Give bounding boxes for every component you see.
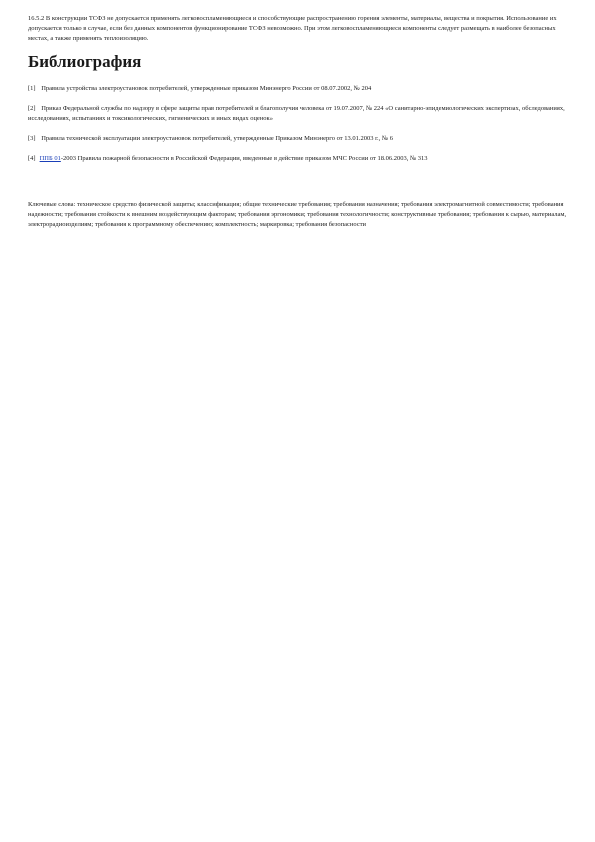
bibliography-item-4 xyxy=(28,154,568,164)
intro-paragraph: 16.5.2 В конструкции ТСФЗ не допускается применять легковоспламеняющиеся и способствующие распространению горения элементы, материалы, вещества и покрытия. Использование их допускается только в случае, если без данных компонентов функционирование ТСФЗ невозможно. При этом легковоспламеняющиеся компоненты следует размещать в наиболее безопасных местах, а также применять теплоизоляцию. xyxy=(28,15,557,42)
bibliography-item-1 xyxy=(28,84,568,94)
bibliography-heading: Библиография xyxy=(28,52,142,71)
document-page xyxy=(28,14,568,230)
bibliography-item-number: [4] xyxy=(28,155,36,162)
bibliography-item-text: Приказ Федеральной службы по надзору в сфере защиты прав потребителей и благополучия человека от 19.07.2007, № 224 «О санитарно-эпидемиологических экспертизах, обследованиях, исследованиях, испытаниях и токсикологических, гигиенических и иных видах оценок» xyxy=(28,105,565,122)
bibliography-item-3 xyxy=(28,134,568,144)
bibliography-item-text: -2003 Правила пожарной безопасности в Российской Федерации, введенные в действие приказом МЧС России от 18.06.2003, № 313 xyxy=(60,155,428,162)
bibliography-item-2 xyxy=(28,104,568,124)
keywords-paragraph: Ключевые слова: техническое средство физической защиты; классификация; общие технические требования; требования назначения; требования электромагнитной совместимости; требования надежности; требования стойкости к внешним воздействующим факторам; требования эргономики; требования технологичности; конструктивные требования; требования к сырью, материалам, электрорадиоизделиям; требования к программному обеспечению; комплектность; маркировка; требования безопасности xyxy=(28,201,567,228)
bibliography-item-number: [2] xyxy=(28,105,36,112)
bibliography-item-text: Правила технической эксплуатации электроустановок потребителей, утвержденные Приказом Минэнерго от 13.01.2003 г., № 6 xyxy=(41,135,393,142)
bibliography-item-text: Правила устройства электроустановок потребителей, утвержденные приказом Минэнерго России от 08.07.2002, № 204 xyxy=(41,85,372,92)
bibliography-item-number: [3] xyxy=(28,135,36,142)
bibliography-item-number: [1] xyxy=(28,85,36,92)
ppb-01-link[interactable]: ППБ 01 xyxy=(39,155,61,162)
bibliography-list xyxy=(28,84,568,164)
